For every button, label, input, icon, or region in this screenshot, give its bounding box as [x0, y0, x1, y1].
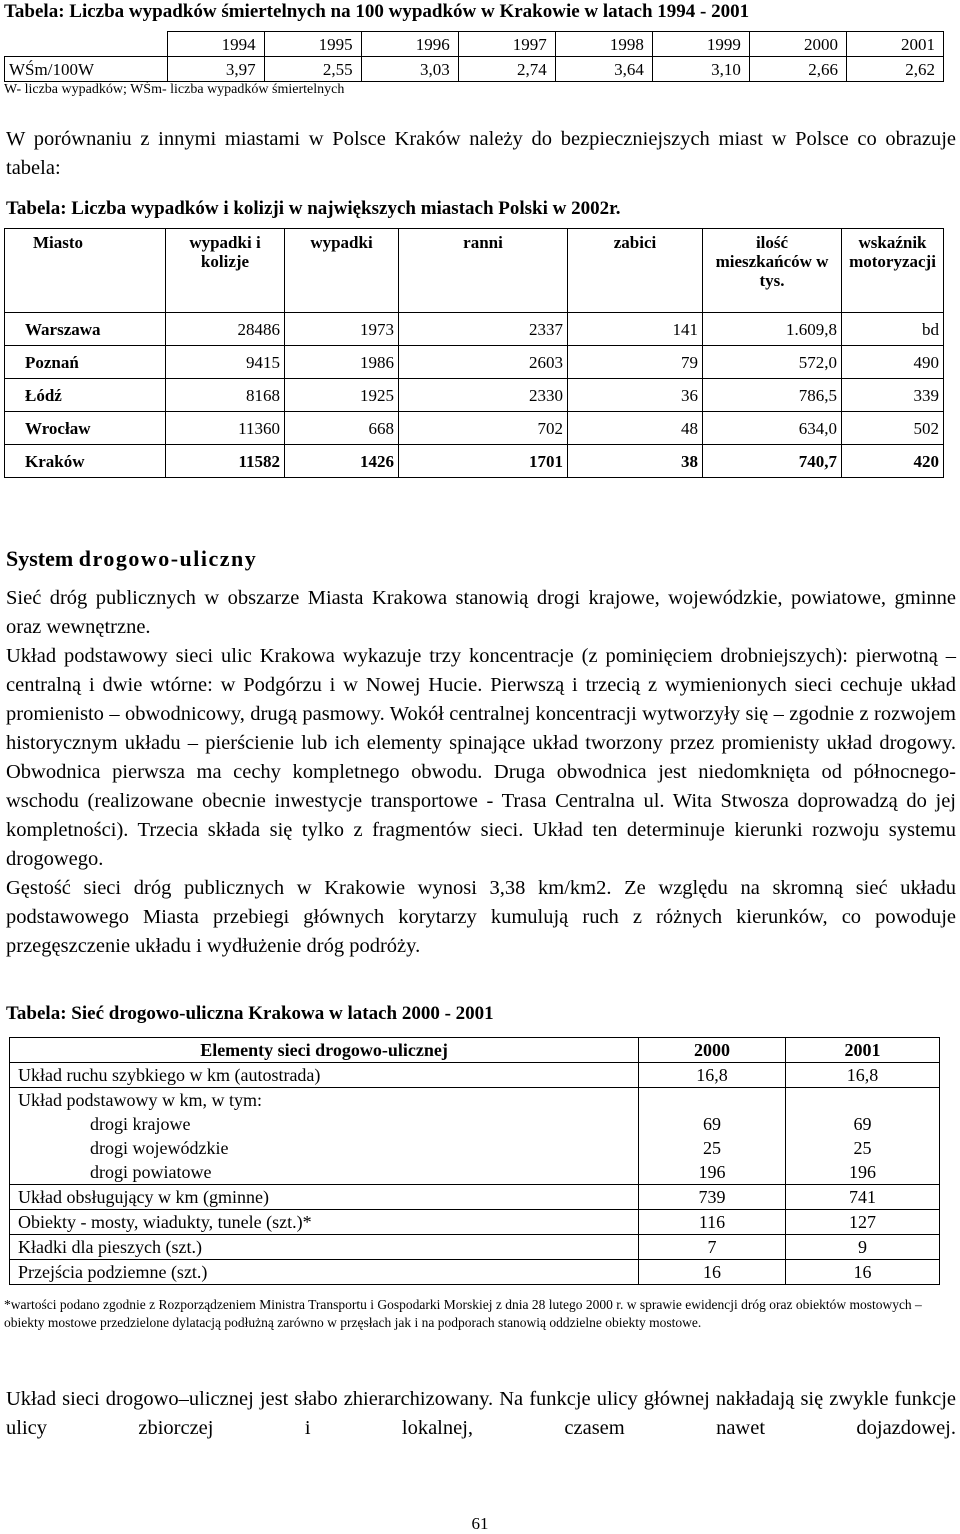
table-row [5, 313, 944, 346]
table3-value-group [786, 1088, 940, 1185]
table2-cell: 38 [568, 445, 703, 478]
cities-accidents-table [4, 228, 944, 478]
table1-value: 3,64 [555, 57, 652, 82]
table3-value: 116 [639, 1210, 786, 1235]
table3-sublabel: drogi krajowe [90, 1114, 191, 1134]
table1-corner [5, 32, 168, 57]
body-paragraph: Układ podstawowy sieci ulic Krakowa wykazuje trzy koncentracje (z pominięciem drobniejszych): pierwotną – centralną i dwie wtórne: w Podgórzu i w Nowej Hucie. Pierwszą i trzecią z wymienionych sieci cechuje układ promienisto – obwodnicowy, drugą pasmowy. Wokół centralnej koncentracji wytworzyły się – zgodnie z rozwojem historycznym układu – pierścienie lub ich elementy spinające układ tworzony przez promienisty układ drogowy. Obwodnica pierwsza ma cechy kompletnego obwodu. Druga obwodnica jest niedomknięta od północnego-wschodu (realizowane obecnie inwestycje transportowe - Trasa Centralna ul. Wita Stwosza doprowadzą do jej kompletności). Trzecia składa się tylko z fragmentów sieci. Układ ten determinuje kierunki rozwoju systemu drogowego. [6, 645, 956, 870]
intro-paragraph [6, 125, 956, 183]
table2-cell: 48 [568, 412, 703, 445]
table-row [10, 1210, 940, 1235]
table2-cell: 1925 [285, 379, 399, 412]
table3-label: Układ obsługujący w km (gminne) [10, 1185, 639, 1210]
table2-cell: 2603 [399, 346, 568, 379]
table2-cell: 420 [842, 445, 944, 478]
table2-cell: 9415 [166, 346, 285, 379]
table2-title: Tabela: Liczba wypadków i kolizji w największych miastach Polski w 2002r. [6, 198, 621, 219]
table2-cell: 28486 [166, 313, 285, 346]
table3-value: 69 [703, 1114, 721, 1134]
table2-cell: 141 [568, 313, 703, 346]
table-row [5, 346, 944, 379]
table2-cell: 572,0 [703, 346, 842, 379]
page-number: 61 [471, 1514, 489, 1533]
table1-value: 2,74 [458, 57, 555, 82]
closing-paragraph: Układ sieci drogowo–ulicznej jest słabo zhierarchizowany. Na funkcje ulicy głównej nakładają się zwykle funkcje ulicy zbiorczej i lokalnej, czasem nawet dojazdowej. [6, 1388, 956, 1439]
table1-data-row [5, 57, 944, 82]
table3-value-group [639, 1088, 786, 1185]
table3-value: 69 [853, 1114, 872, 1134]
table3-value: 9 [786, 1235, 940, 1260]
table1-year: 1998 [555, 32, 652, 57]
table2-city: Wrocław [5, 412, 166, 445]
table3-header: 2000 [639, 1038, 786, 1063]
table3-header: Elementy sieci drogowo-ulicznej [10, 1038, 639, 1063]
section-heading-part1: System [6, 546, 74, 571]
table2-cell: 1426 [285, 445, 399, 478]
table2-header-row [5, 229, 944, 313]
table1-year: 1999 [652, 32, 749, 57]
table2-cell: 740,7 [703, 445, 842, 478]
table2-cell: 1.609,8 [703, 313, 842, 346]
intro-text: W porównaniu z innymi miastami w Polsce Kraków należy do bezpieczniejszych miast w Polsce co obrazuje tabela: [6, 128, 956, 179]
table-row [5, 445, 944, 478]
table2-city: Kraków [5, 445, 166, 478]
table2-header: zabici [568, 229, 703, 313]
table3-label-group [10, 1088, 639, 1185]
table3-sublabel: drogi powiatowe [90, 1162, 212, 1182]
table3-value: 16 [786, 1260, 940, 1285]
table1-row-label: WŚm/100W [5, 57, 168, 82]
table3-label: Układ ruchu szybkiego w km (autostrada) [10, 1063, 639, 1088]
road-network-table [9, 1037, 940, 1285]
section-heading [6, 546, 257, 572]
table1-year: 2001 [846, 32, 943, 57]
section-body [6, 584, 956, 961]
table1-year: 1995 [264, 32, 361, 57]
table3-value: 25 [853, 1138, 872, 1158]
table3-value: 16,8 [786, 1063, 940, 1088]
table1-value: 2,55 [264, 57, 361, 82]
table3-footnote: *wartości podano zgodnie z Rozporządzeniem Ministra Transportu i Gospodarki Morskiej z dnia 28 lutego 2000 r. w sprawie ewidencji dróg oraz obiektów mostowych – obiekty mostowe przedzielone dylatacją podłużną zarówno w przęsłach jak i na podporach stanowią oddzielne obiekty mostowe. [4, 1297, 922, 1330]
table1-value: 2,62 [846, 57, 943, 82]
table-row [5, 412, 944, 445]
table2-cell: 339 [842, 379, 944, 412]
table3-label: Układ podstawowy w km, w tym: [18, 1090, 262, 1110]
table1-value: 3,10 [652, 57, 749, 82]
table2-cell: 36 [568, 379, 703, 412]
table3-label: Przejścia podziemne (szt.) [10, 1260, 639, 1285]
table2-city: Łódź [5, 379, 166, 412]
table3-value: 196 [849, 1162, 876, 1182]
table1-header-row [5, 32, 944, 57]
table2-city: Warszawa [5, 313, 166, 346]
table-row [5, 379, 944, 412]
table1-title: Tabela: Liczba wypadków śmiertelnych na 100 wypadków w Krakowie w latach 1994 - 2001 [4, 1, 750, 22]
table-row [10, 1185, 940, 1210]
table2-cell: 2337 [399, 313, 568, 346]
table3-value: 196 [698, 1162, 726, 1182]
table1-year: 1996 [361, 32, 458, 57]
table2-cell: 668 [285, 412, 399, 445]
table3-value: 127 [786, 1210, 940, 1235]
table-row [10, 1260, 940, 1285]
section-heading-part2: drogowo-uliczny [78, 546, 258, 571]
table1-value: 3,97 [167, 57, 264, 82]
table2-cell: 634,0 [703, 412, 842, 445]
table3-value: 7 [639, 1235, 786, 1260]
table2-cell: 8168 [166, 379, 285, 412]
table2-header: Miasto [5, 229, 166, 313]
table1-value: 2,66 [749, 57, 846, 82]
table2-cell: 1986 [285, 346, 399, 379]
table1-value: 3,03 [361, 57, 458, 82]
table1-year: 1994 [167, 32, 264, 57]
body-paragraph: Sieć dróg publicznych w obszarze Miasta Krakowa stanowią drogi krajowe, wojewódzkie, powiatowe, gminne oraz wewnętrzne. [6, 587, 956, 638]
table-row [10, 1235, 940, 1260]
table1-year: 2000 [749, 32, 846, 57]
table2-cell: 702 [399, 412, 568, 445]
table2-cell: 11360 [166, 412, 285, 445]
table2-header: wypadki i kolizje [166, 229, 285, 313]
table2-header: ilość mieszkańców w tys. [703, 229, 842, 313]
table2-cell: 490 [842, 346, 944, 379]
table2-cell: 79 [568, 346, 703, 379]
table2-cell: bd [842, 313, 944, 346]
body-paragraph: Gęstość sieci dróg publicznych w Krakowie wynosi 3,38 km/km2. Ze względu na skromną sieć układu podstawowego Miasta przebiegi głównych korytarzy kumulują ruch z różnych kierunków, co powoduje przegęszczenie układu i wydłużenie dróg podróży. [6, 877, 956, 957]
table-row [10, 1088, 940, 1185]
table1-legend: W- liczba wypadków; WŚm- liczba wypadków śmiertelnych [4, 82, 345, 97]
table2-cell: 1701 [399, 445, 568, 478]
table3-value: 16 [639, 1260, 786, 1285]
table3-header-row [10, 1038, 940, 1063]
table2-cell: 1973 [285, 313, 399, 346]
table2-city: Poznań [5, 346, 166, 379]
table2-header: wypadki [285, 229, 399, 313]
table3-header: 2001 [786, 1038, 940, 1063]
table3-title: Tabela: Sieć drogowo-uliczna Krakowa w latach 2000 - 2001 [6, 1003, 494, 1024]
table3-label: Kładki dla pieszych (szt.) [10, 1235, 639, 1260]
fatal-accidents-table [4, 31, 944, 82]
table3-sublabel: drogi wojewódzkie [90, 1138, 229, 1158]
table3-value: 16,8 [639, 1063, 786, 1088]
table3-label: Obiekty - mosty, wiadukty, tunele (szt.)* [10, 1210, 639, 1235]
table2-cell: 502 [842, 412, 944, 445]
table2-cell: 2330 [399, 379, 568, 412]
table-row [10, 1063, 940, 1088]
table2-header: ranni [399, 229, 568, 313]
table3-value: 741 [786, 1185, 940, 1210]
table2-header: wskaźnik motoryzacji [842, 229, 944, 313]
table3-value: 739 [639, 1185, 786, 1210]
table2-cell: 786,5 [703, 379, 842, 412]
table3-value: 25 [703, 1138, 721, 1158]
table1-year: 1997 [458, 32, 555, 57]
table2-cell: 11582 [166, 445, 285, 478]
